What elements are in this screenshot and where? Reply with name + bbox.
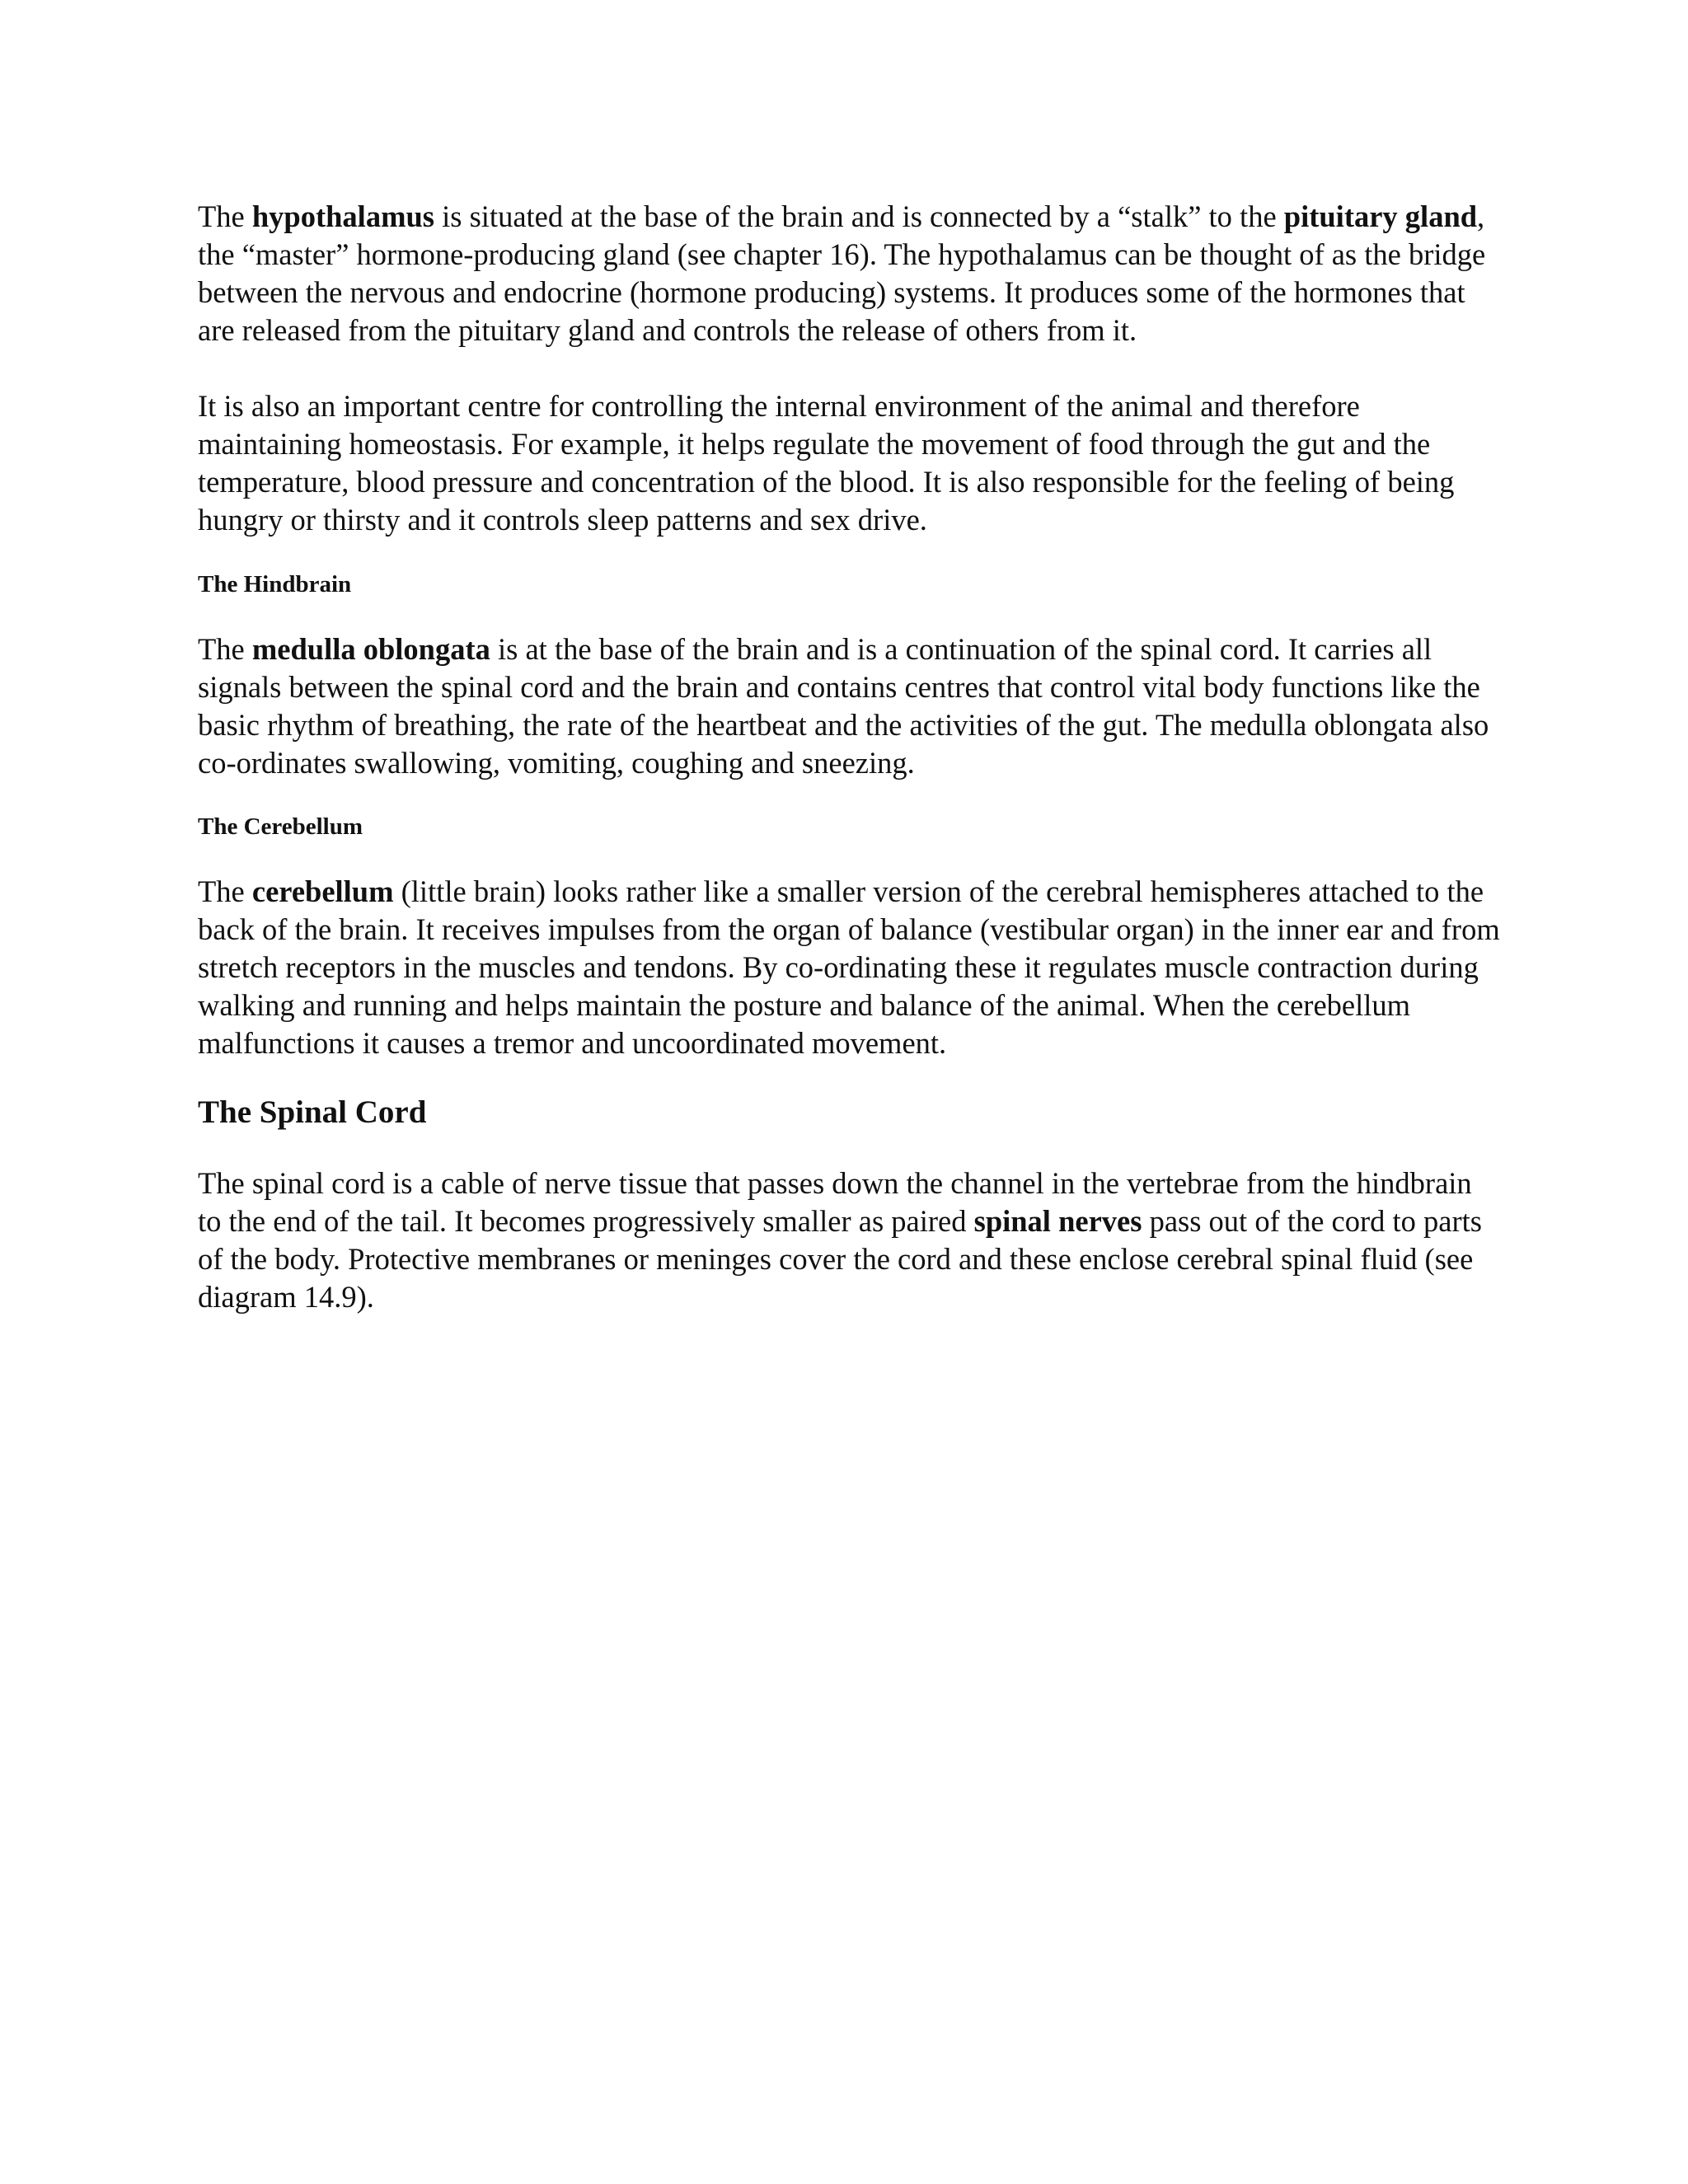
bold-term-hypothalamus: hypothalamus xyxy=(251,199,434,233)
heading-hindbrain: The Hindbrain xyxy=(198,571,352,598)
paragraph-hypothalamus xyxy=(198,198,1500,349)
paragraph-cerebellum xyxy=(198,873,1500,1062)
text-run: It is also an important centre for controlling the internal environment of the animal and therefore maintaining homeostasis. For example, it helps regulate the movement of food through the gut and the temperature, blood pressure and concentration of the blood. It is also responsible for the feeling of being hungry or thirsty and it controls sleep patterns and sex drive. xyxy=(198,389,1455,537)
paragraph-homeostasis xyxy=(198,387,1500,539)
heading-spinal-cord: The Spinal Cord xyxy=(198,1094,427,1130)
text-run: is at the base of the brain and is a continuation of the spinal cord. It carries all signals between the spinal cord and the brain and contains centres that control vital body functions like the basic rhythm of breathing, the rate of the heartbeat and the activities of the gut. The medulla oblongata also co-ordinates swallowing, vomiting, coughing and sneezing. xyxy=(198,632,1489,780)
bold-term-spinal-nerves: spinal nerves xyxy=(973,1204,1142,1238)
text-run: The spinal cord is a cable of nerve tissue that passes down the channel in the vertebrae from the hindbrain to the end of the tail. It becomes progressively smaller as paired xyxy=(198,1166,1472,1238)
text-run: , the “master” hormone-producing gland (see chapter 16). The hypothalamus can be thought of as the bridge between the nervous and endocrine (hormone producing) systems. It produces some of the hormones that are released from the pituitary gland and controls the release of others from it. xyxy=(198,199,1486,347)
text-run: (little brain) looks rather like a smaller version of the cerebral hemispheres attached to the back of the brain. It receives impulses from the organ of balance (vestibular organ) in the inner ear and from stretch receptors in the muscles and tendons. By co-ordinating these it regulates muscle contraction during walking and running and helps maintain the posture and balance of the animal. When the cerebellum malfunctions it causes a tremor and uncoordinated movement. xyxy=(198,874,1500,1060)
text-run: The xyxy=(198,632,252,666)
text-run: The xyxy=(198,199,252,233)
document-page xyxy=(198,198,1500,1316)
paragraph-spinal-cord xyxy=(198,1165,1500,1316)
text-run: pass out of the cord to parts of the body. Protective membranes or meninges cover the cord and these enclose cerebral spinal fluid (see diagram 14.9). xyxy=(198,1204,1483,1314)
paragraph-medulla-oblongata xyxy=(198,630,1500,782)
text-run: is situated at the base of the brain and is connected by a “stalk” to the xyxy=(434,199,1284,233)
bold-term-medulla-oblongata: medulla oblongata xyxy=(251,632,490,666)
bold-term-pituitary-gland: pituitary gland xyxy=(1283,199,1478,233)
text-run: The xyxy=(198,874,252,908)
heading-cerebellum: The Cerebellum xyxy=(198,813,363,840)
bold-term-cerebellum: cerebellum xyxy=(251,874,394,908)
